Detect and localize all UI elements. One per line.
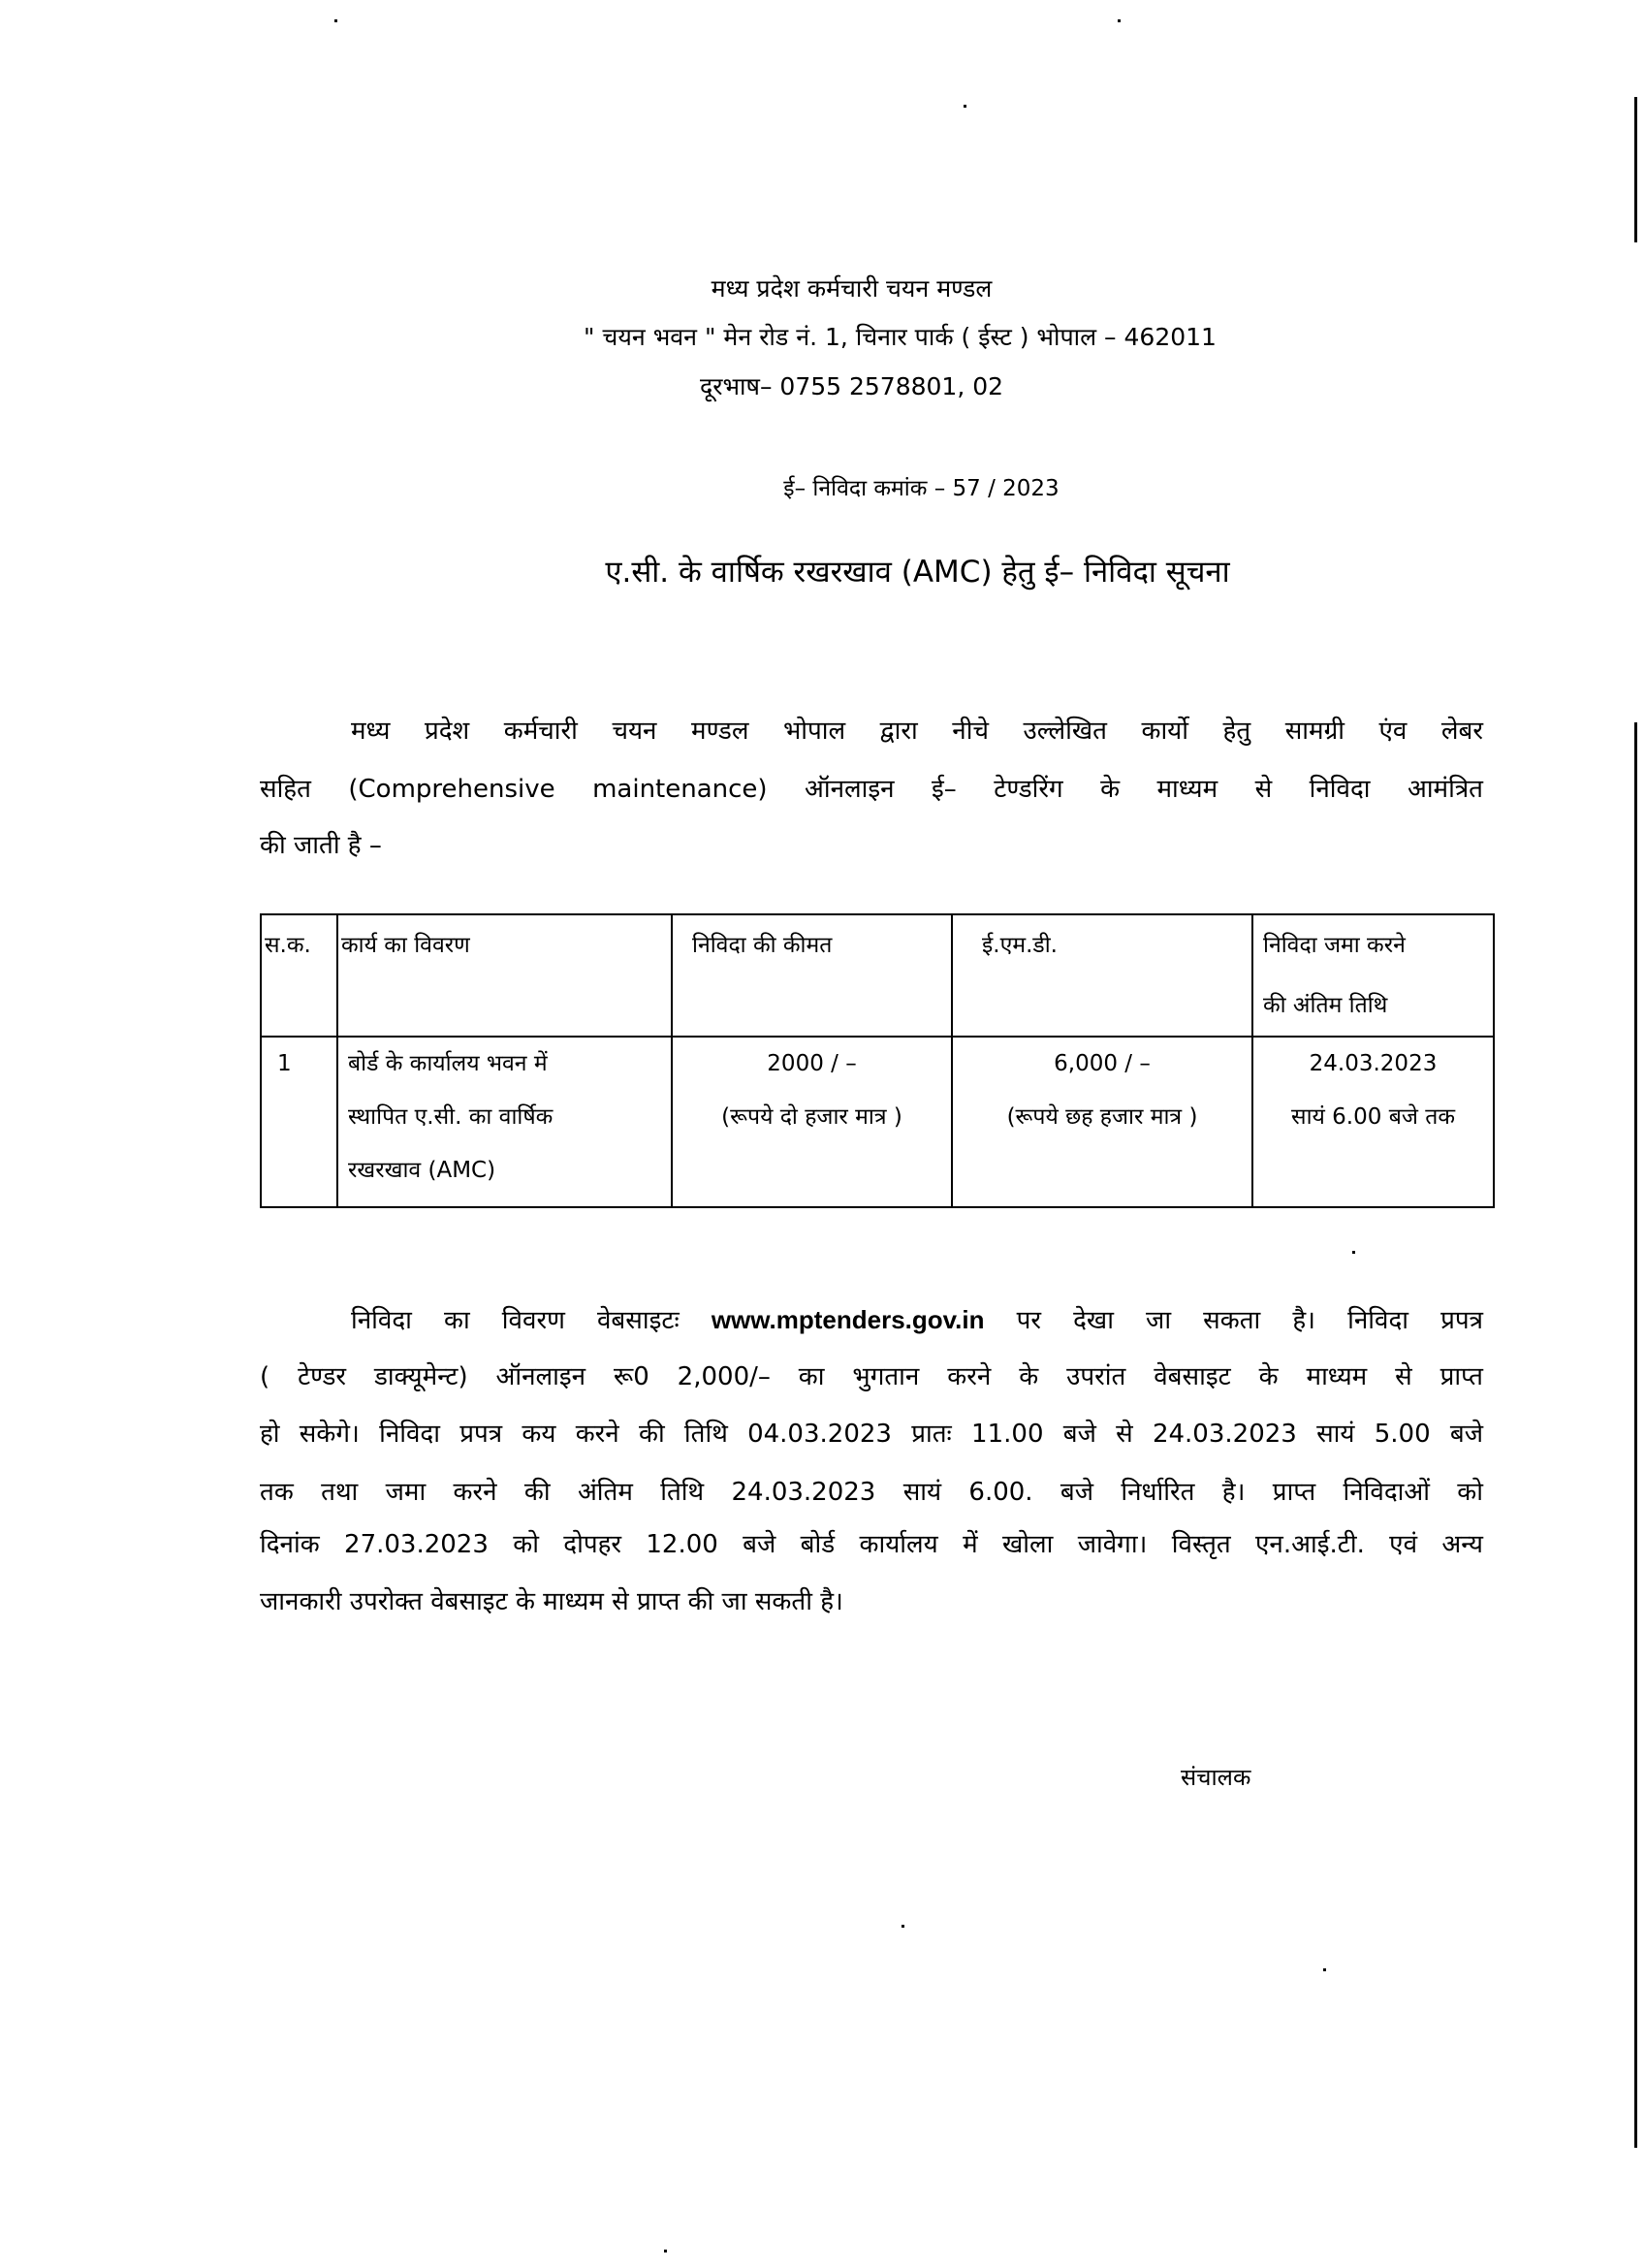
cell-sno: 1 [261, 1037, 337, 1207]
details-line-6: जानकारी उपरोक्त वेबसाइट के माध्यम से प्राप्त की जा सकती है। [260, 1587, 843, 1616]
header-sno: स.क. [261, 914, 337, 1037]
cell-fee-amount: 2000 / – [767, 1051, 857, 1076]
organization-phone: दूरभाष– 0755 2578801, 02 [699, 372, 1004, 400]
details-line-1 [351, 1301, 1483, 1336]
notice-title: ए.सी. के वार्षिक रखरखाव (AMC) हेतु ई– निविदा सूचना [605, 555, 1230, 590]
cell-work-line-3: रखरखाव (AMC) [348, 1158, 496, 1183]
cell-deadline-time: सायं 6.00 बजे तक [1291, 1104, 1455, 1130]
details-line-3: हो सकेगे। निविदा प्रपत्र कय करने की तिथि 04.03.2023 प्रातः 11.00 बजे से 24.03.2023 सायं 5.00 बजे [260, 1420, 1483, 1449]
cell-emd [952, 1037, 1252, 1207]
header-work: कार्य का विवरण [337, 914, 672, 1037]
scan-speck [664, 2250, 667, 2252]
details-line-1-start: निविदा का विवरण वेबसाइटः [351, 1306, 712, 1335]
cell-emd-words: (रूपये छह हजार मात्र ) [1006, 1104, 1198, 1130]
organization-address: " चयन भवन " मेन रोड नं. 1, चिनार पार्क ( ईस्ट ) भोपाल – 462011 [584, 323, 1217, 351]
cell-emd-amount: 6,000 / – [1054, 1051, 1151, 1076]
scan-speck [902, 1925, 904, 1928]
cell-fee [672, 1037, 952, 1207]
details-line-1-end: पर देखा जा सकता है। निविदा प्रपत्र [984, 1306, 1484, 1335]
scan-speck [1352, 1251, 1355, 1254]
table-header-row [261, 914, 1494, 1037]
website-link[interactable]: www.mptenders.gov.in [711, 1305, 985, 1334]
cell-work [337, 1037, 672, 1207]
cell-fee-words: (रूपये दो हजार मात्र ) [721, 1104, 902, 1130]
header-fee: निविदा की कीमत [672, 914, 952, 1037]
header-deadline-line-1: निविदा जमा करने [1263, 933, 1406, 958]
details-line-5: दिनांक 27.03.2023 को दोपहर 12.00 बजे बोर्ड कार्यालय में खोला जावेगा। विस्तृत एन.आई.टी. एवं अन्य [260, 1530, 1483, 1559]
table-row [261, 1037, 1494, 1207]
details-line-4: तक तथा जमा करने की अंतिम तिथि 24.03.2023 सायं 6.00. बजे निर्धारित है। प्राप्त निविदाओं को [260, 1478, 1483, 1507]
scan-speck [1323, 1968, 1326, 1971]
intro-line-2: सहित (Comprehensive maintenance) ऑनलाइन ई– टेण्डरिंग के माध्यम से निविदा आमंत्रित [260, 775, 1483, 804]
cell-deadline-date: 24.03.2023 [1309, 1051, 1438, 1076]
intro-line-1: मध्य प्रदेश कर्मचारी चयन मण्डल भोपाल द्वारा नीचे उल्लेखित कार्यो हेतु सामग्री एंव लेबर [351, 717, 1483, 746]
header-deadline-line-2: की अंतिम तिथि [1263, 993, 1388, 1018]
scan-edge-line [1634, 97, 1637, 242]
cell-work-line-1: बोर्ड के कार्यालय भवन में [348, 1051, 548, 1076]
details-line-2: ( टेण्डर डाक्यूमेन्ट) ऑनलाइन रू0 2,000/– का भुगतान करने के उपरांत वेबसाइट के माध्यम से प्राप्त [260, 1362, 1483, 1391]
intro-line-3: की जाती है – [260, 831, 382, 860]
cell-work-line-2: स्थापित ए.सी. का वार्षिक [348, 1104, 554, 1130]
scan-edge-line [1634, 722, 1637, 2148]
header-deadline [1252, 914, 1494, 1037]
tender-number: ई– निविदा कमांक – 57 / 2023 [783, 476, 1060, 501]
cell-deadline [1252, 1037, 1494, 1207]
scan-speck [964, 105, 966, 108]
organization-name: मध्य प्रदेश कर्मचारी चयन मण्डल [711, 274, 993, 303]
signatory-title: संचालक [1181, 1764, 1251, 1791]
header-emd: ई.एम.डी. [952, 914, 1252, 1037]
scan-speck [334, 19, 337, 22]
scan-speck [1118, 19, 1121, 22]
tender-table [260, 913, 1495, 1208]
